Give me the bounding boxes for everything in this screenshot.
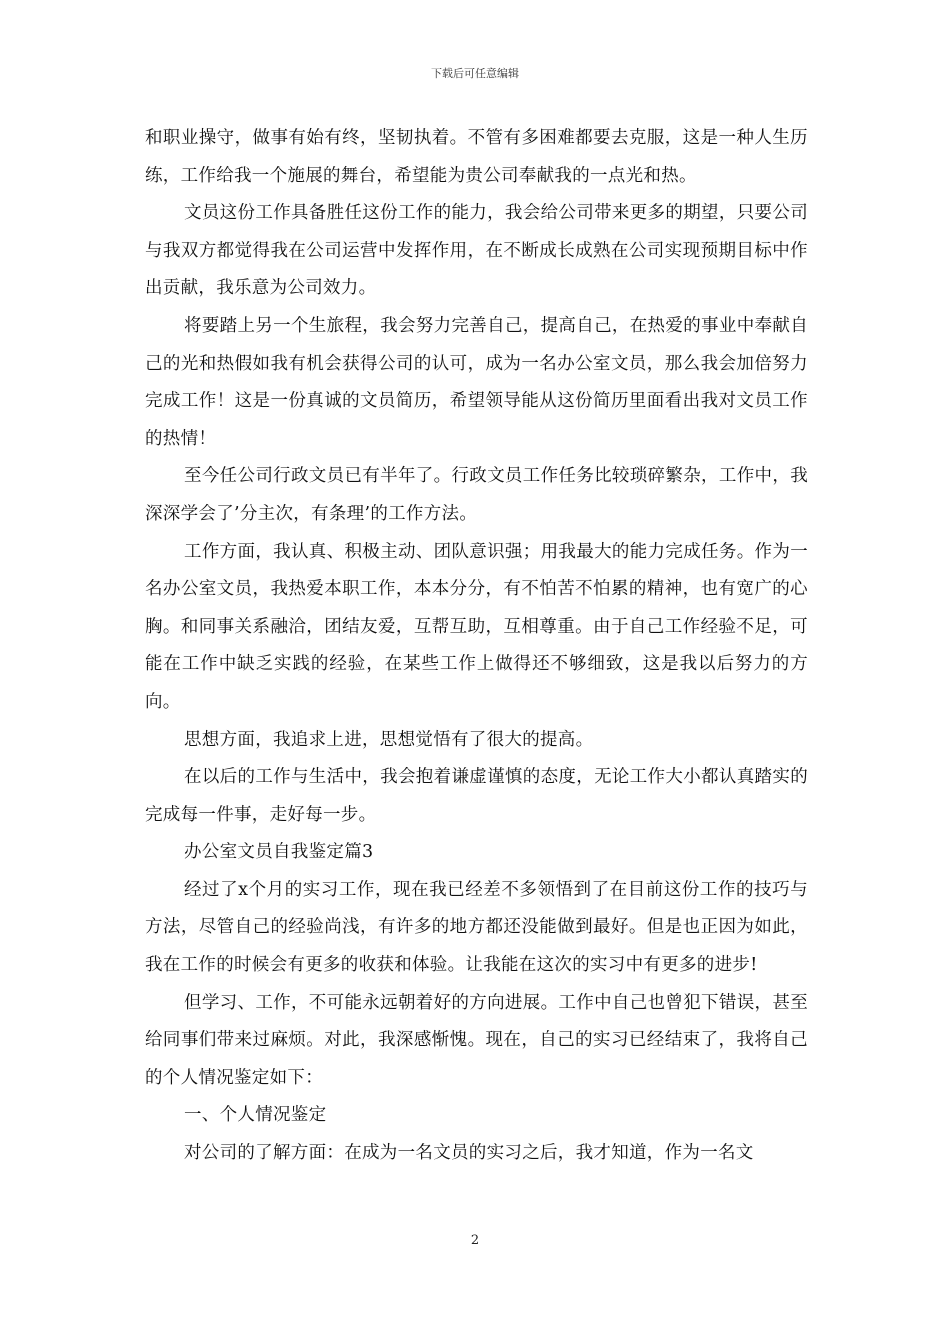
section-heading: 办公室文员自我鉴定篇3 (184, 842, 374, 863)
paragraph: 但学习、工作，不可能永远朝着好的方向进展。工作中自己也曾犯下错误，甚至给同事们带来过麻烦。对此，我深感惭愧。现在，自己的实习已经结束了，我将自己的个人情况鉴定如下： (145, 992, 808, 1088)
paragraph: 在以后的工作与生活中，我会抱着谦虚谨慎的态度，无论工作大小都认真踏实的完成每一件事，走好每一步。 (145, 767, 808, 825)
paragraph: 和职业操守，做事有始有终，坚韧执着。不管有多困难都要去克服，这是一种人生历练，工作给我一个施展的舞台，希望能为贵公司奉献我的一点光和热。 (145, 128, 808, 186)
paragraph: 将要踏上另一个生旅程，我会努力完善自己，提高自己，在热爱的事业中奉献自己的光和热假如我有机会获得公司的认可，成为一名办公室文员，那么我会加倍努力完成工作！这是一份真诚的文员简历，希望领导能从这份简历里面看出我对文员工作的热情！ (145, 315, 808, 449)
paragraph: 经过了x个月的实习工作，现在我已经差不多领悟到了在目前这份工作的技巧与方法，尽管自己的经验尚浅，有许多的地方都还没能做到最好。但是也正因为如此，我在工作的时候会有更多的收获和体验。让我能在这次的实习中有更多的进步! (145, 879, 808, 976)
paragraph: 对公司的了解方面：在成为一名文员的实习之后，我才知道，作为一名文 (184, 1143, 754, 1164)
paragraph: 思想方面，我追求上进，思想觉悟有了很大的提高。 (184, 729, 594, 750)
paragraph: 文员这份工作具备胜任这份工作的能力，我会给公司带来更多的期望，只要公司与我双方都觉得我在公司运营中发挥作用，在不断成长成熟在公司实现预期目标中作出贡献，我乐意为公司效力。 (145, 203, 808, 299)
subsection-heading: 一、个人情况鉴定 (184, 1105, 327, 1126)
paragraph: 工作方面，我认真、积极主动、团队意识强；用我最大的能力完成任务。作为一名办公室文员，我热爱本职工作，本本分分，有不怕苦不怕累的精神，也有宽广的心胸。和同事关系融洽，团结友爱，互帮互助，互相尊重。由于自己工作经验不足，可能在工作中缺乏实践的经验，在某些工作上做得还不够细致，这是我以后努力的方向。 (145, 541, 808, 712)
page-header: 下载后可任意编辑 (431, 67, 519, 80)
document-body (145, 120, 808, 1173)
page-number: 2 (470, 1233, 480, 1248)
paragraph: 至今任公司行政文员已有半年了。行政文员工作任务比较琐碎繁杂，工作中，我深深学会了’分主次，有条理’的工作方法。 (145, 466, 808, 524)
